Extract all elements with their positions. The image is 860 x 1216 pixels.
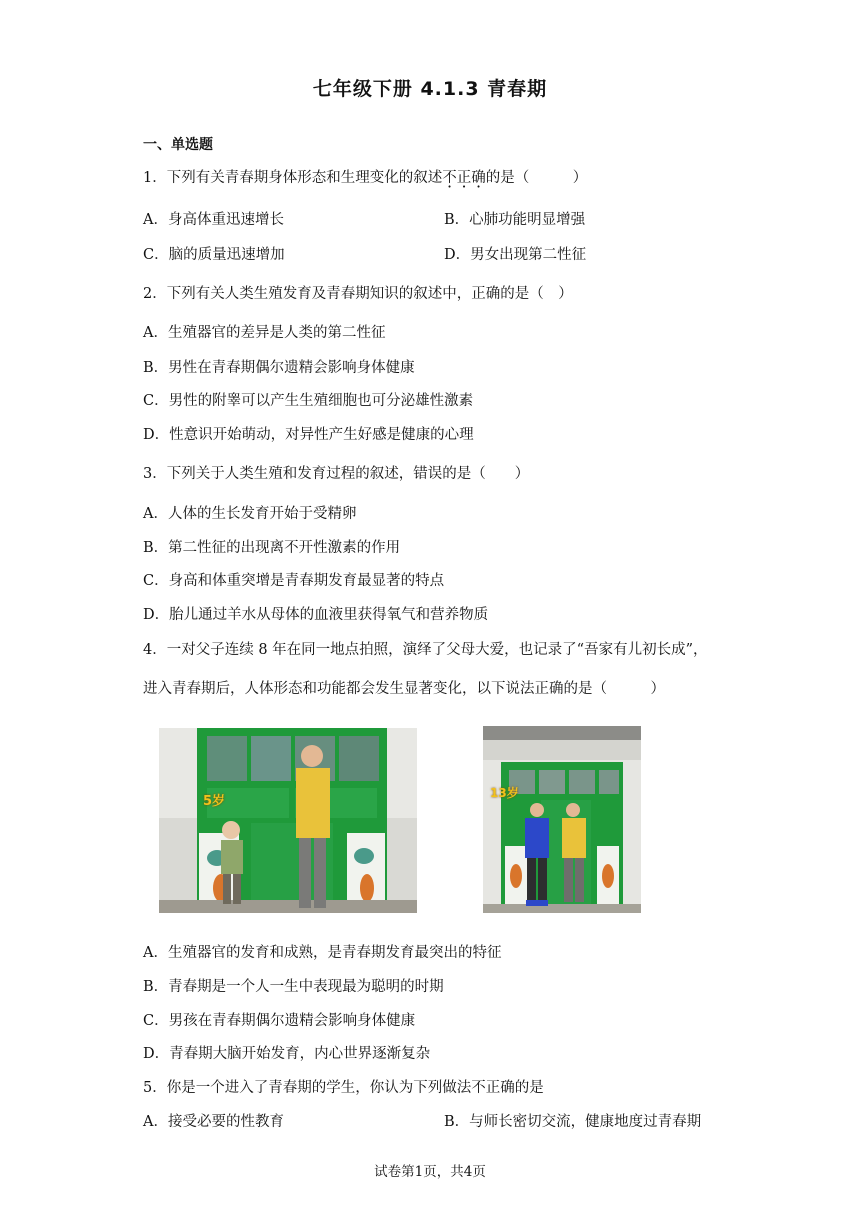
q1-option-c[interactable]: C．脑的质量迅速增加 xyxy=(143,247,285,263)
question-4-stem-line1: 4．一对父子连续 8 年在同一地点拍照，演绎了父母大爱，也记录了“吾家有儿初长成”， xyxy=(143,642,708,658)
emphasis-char: 确 xyxy=(471,170,486,186)
q4-option-b[interactable]: B．青春期是一个人一生中表现最为聪明的时期 xyxy=(143,979,444,995)
question-3-stem: 3．下列关于人类生殖和发育过程的叙述，错误的是（ ） xyxy=(143,466,530,482)
photo-age-13-label: 13岁 xyxy=(490,786,519,800)
q2-option-a[interactable]: A．生殖器官的差异是人类的第二性征 xyxy=(143,325,386,341)
question-4-stem-line2: 进入青春期后，人体形态和功能都会发生显著变化，以下说法正确的是（ ） xyxy=(143,681,665,697)
photo-age-13 xyxy=(483,726,641,913)
photo-age-5 xyxy=(159,728,417,913)
q1-option-a[interactable]: A．身高体重迅速增长 xyxy=(143,212,284,228)
page-title: 七年级下册 4.1.3 青春期 xyxy=(312,78,548,100)
q2-option-b[interactable]: B．男性在青春期偶尔遗精会影响身体健康 xyxy=(143,360,415,376)
q1-option-d[interactable]: D．男女出现第二性征 xyxy=(444,247,587,263)
question-1-stem: 1．下列有关青春期身体形态和生理变化的叙述不正确的是（ ） xyxy=(143,170,588,186)
q4-option-d[interactable]: D．青春期大脑开始发育，内心世界逐渐复杂 xyxy=(143,1046,431,1062)
question-2-stem: 2．下列有关人类生殖发育及青春期知识的叙述中，正确的是（ ） xyxy=(143,286,573,302)
question-5-stem: 5．你是一个进入了青春期的学生，你认为下列做法不正确的是 xyxy=(143,1080,544,1096)
q3-option-a[interactable]: A．人体的生长发育开始于受精卵 xyxy=(143,506,357,522)
page-footer: 试卷第1页，共4页 xyxy=(374,1164,486,1180)
photo-age-5-label: 5岁 xyxy=(203,794,226,809)
q2-option-d[interactable]: D．性意识开始萌动，对异性产生好感是健康的心理 xyxy=(143,427,474,443)
q2-option-c[interactable]: C．男性的附睾可以产生生殖细胞也可分泌雄性激素 xyxy=(143,393,474,409)
section-heading: 一、单选题 xyxy=(143,137,213,153)
photo-age-13-illustration xyxy=(483,726,641,913)
emphasis-char: 不 xyxy=(442,170,457,186)
q5-option-a[interactable]: A．接受必要的性教育 xyxy=(143,1114,284,1130)
q5-option-b[interactable]: B．与师长密切交流，健康地度过青春期 xyxy=(444,1114,702,1130)
q3-option-b[interactable]: B．第二性征的出现离不开性激素的作用 xyxy=(143,540,401,556)
q4-option-a[interactable]: A．生殖器官的发育和成熟，是青春期发育最突出的特征 xyxy=(143,945,502,961)
q3-option-c[interactable]: C．身高和体重突增是青春期发育最显著的特点 xyxy=(143,573,445,589)
emphasis-char: 正 xyxy=(456,170,472,186)
q1-option-b[interactable]: B．心肺功能明显增强 xyxy=(444,212,586,228)
q3-option-d[interactable]: D．胎儿通过羊水从母体的血液里获得氧气和营养物质 xyxy=(143,607,489,623)
photo-age-5-illustration xyxy=(159,728,417,913)
q4-option-c[interactable]: C．男孩在青春期偶尔遗精会影响身体健康 xyxy=(143,1013,416,1029)
